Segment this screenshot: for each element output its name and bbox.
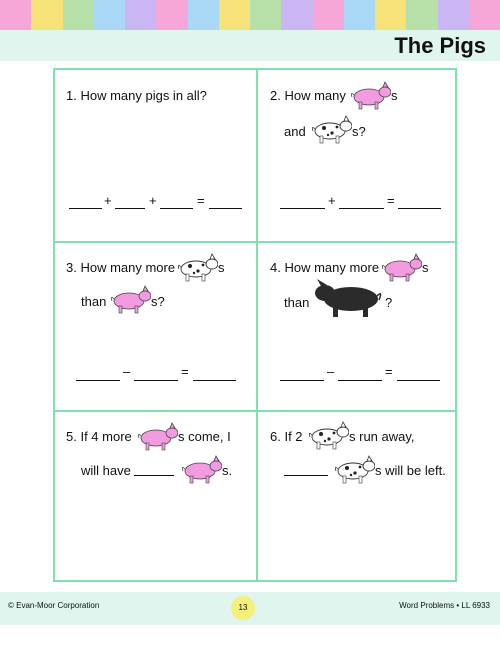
stripe-8 (250, 0, 281, 30)
answer-blank[interactable] (69, 208, 102, 209)
problem-grid (53, 68, 457, 582)
answer-blank[interactable] (134, 475, 174, 476)
problem-5-line2: will have (81, 463, 131, 478)
stripe-12 (375, 0, 406, 30)
answer-blank[interactable] (76, 380, 120, 381)
problem-2-suffix: s? (352, 124, 366, 139)
spotted-pig-icon (305, 420, 349, 450)
problem-6-suffix: s will be left. (375, 463, 446, 478)
problem-4-suffix: ? (385, 295, 393, 310)
spotted-pig-icon (174, 252, 218, 282)
copyright-text: © Evan-Moor Corporation (8, 601, 100, 610)
stripe-2 (63, 0, 94, 30)
answer-blank[interactable] (193, 380, 236, 381)
pink-pig-icon (134, 421, 178, 451)
problem-3-than: than (81, 294, 107, 309)
problem-3-text: 3. How many more (66, 260, 176, 275)
problem-4-than: than (284, 295, 310, 310)
stripe-7 (219, 0, 250, 30)
answer-blank[interactable] (397, 380, 440, 381)
book-title-text: Word Problems • LL 6933 (399, 601, 490, 610)
problem-2-text: 2. How many (270, 88, 346, 103)
black-pig-icon (311, 279, 385, 321)
pink-pig-icon (178, 454, 222, 484)
grid-divider-row-2 (55, 410, 455, 412)
problem-5-suffix: s. (222, 463, 233, 478)
pink-pig-icon (347, 80, 391, 110)
problem-4-text: 4. How many more (270, 260, 380, 275)
answer-blank[interactable] (160, 208, 193, 209)
stripe-14 (438, 0, 469, 30)
stripe-13 (406, 0, 437, 30)
stripe-5 (156, 0, 187, 30)
stripe-10 (313, 0, 344, 30)
page-number-badge: 13 (231, 596, 255, 620)
problem-3-suffix: s (218, 260, 225, 275)
answer-blank[interactable] (280, 208, 325, 209)
equals-sign: = (385, 364, 393, 379)
answer-blank[interactable] (338, 380, 382, 381)
minus-sign: – (327, 364, 335, 379)
plus-sign: + (104, 193, 112, 208)
plus-sign: + (328, 193, 336, 208)
answer-blank[interactable] (398, 208, 441, 209)
problem-3-suffix: s? (151, 294, 165, 309)
spotted-pig-icon (331, 454, 375, 484)
answer-blank[interactable] (115, 208, 145, 209)
problem-5-text: 5. If 4 more (66, 429, 132, 444)
equals-sign: = (197, 193, 205, 208)
problem-2-suffix: s (391, 88, 398, 103)
pink-pig-icon (378, 252, 422, 282)
stripe-1 (31, 0, 62, 30)
equals-sign: = (387, 193, 395, 208)
plus-sign: + (149, 193, 157, 208)
grid-divider-vertical (256, 70, 258, 580)
stripe-11 (344, 0, 375, 30)
color-stripe-banner (0, 0, 500, 30)
problem-6-suffix: s run away, (349, 429, 415, 444)
grid-divider-row-1 (55, 241, 455, 243)
stripe-4 (125, 0, 156, 30)
problem-5-suffix: s come, I (178, 429, 231, 444)
stripe-9 (281, 0, 312, 30)
problem-6-text: 6. If 2 (270, 429, 303, 444)
answer-blank[interactable] (284, 475, 328, 476)
page-title: The Pigs (394, 33, 486, 58)
stripe-0 (0, 0, 31, 30)
problem-1-text: 1. How many pigs in all? (66, 88, 207, 103)
problem-2-and: and (284, 124, 306, 139)
problem-4-suffix: s (422, 260, 429, 275)
minus-sign: – (123, 364, 131, 379)
answer-blank[interactable] (339, 208, 384, 209)
answer-blank[interactable] (280, 380, 324, 381)
spotted-pig-icon (308, 114, 352, 144)
answer-blank[interactable] (134, 380, 178, 381)
answer-blank[interactable] (209, 208, 242, 209)
pink-pig-icon (107, 284, 151, 314)
stripe-15 (469, 0, 500, 30)
equals-sign: = (181, 364, 189, 379)
stripe-6 (188, 0, 219, 30)
stripe-3 (94, 0, 125, 30)
